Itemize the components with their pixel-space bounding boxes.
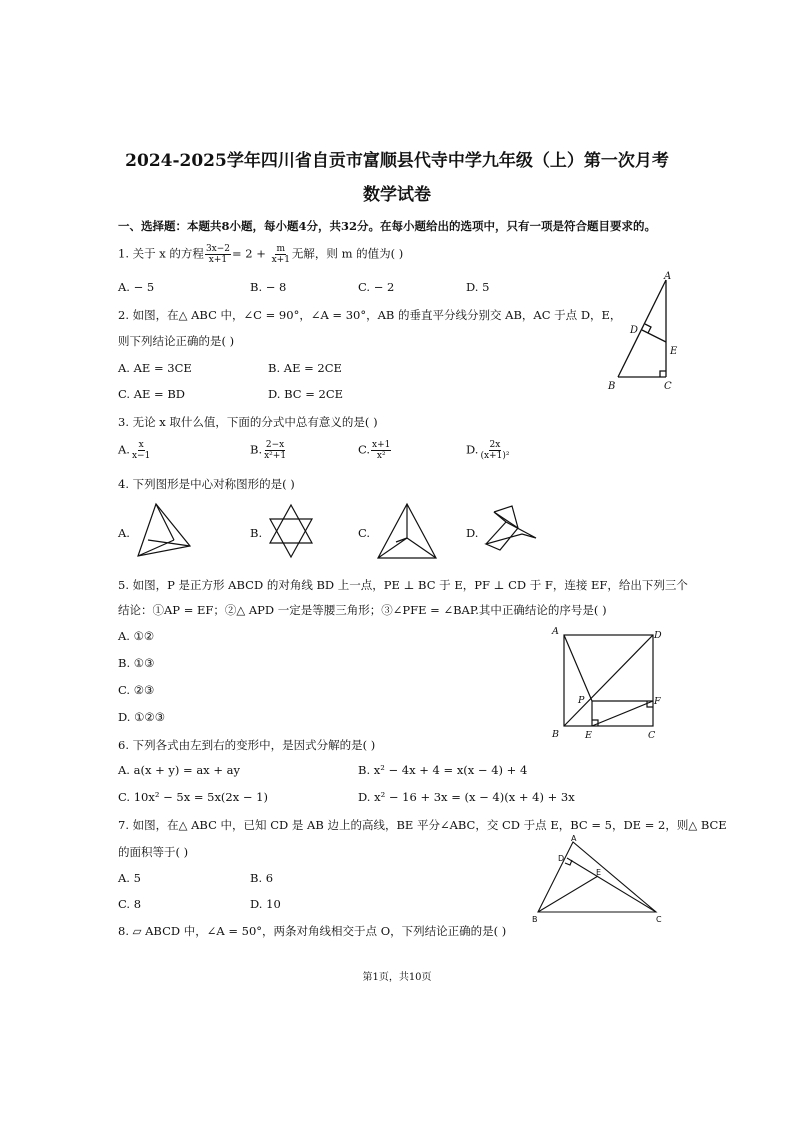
label-a: A — [571, 834, 577, 843]
q3-option-b: B. $\frac{2-x}{\text{x²+1}}$ — [250, 440, 287, 461]
q5-option-c: C. ②③ — [118, 683, 155, 697]
q1-option-d: D. 5 — [466, 280, 490, 294]
q2-figure — [600, 270, 700, 395]
question-5-stem-cont: 结论：①AP = EF；②△ APD 一定是等腰三角形；③∠PFE = ∠BAP.其中正确结论的序号是( ) — [118, 603, 607, 617]
q4-option-a: A. — [118, 526, 130, 540]
question-4-stem: 4. 下列图形是中心对称图形的是( ) — [118, 477, 295, 491]
q2-option-b: B. AE = 2CE — [268, 361, 342, 375]
label-b: B — [532, 915, 538, 924]
q5-figure — [548, 622, 668, 744]
q4-figure-a — [134, 500, 194, 562]
q7-option-c: C. 8 — [118, 897, 142, 911]
q1-option-a: A. − 5 — [118, 280, 155, 294]
q2-option-d: D. BC = 2CE — [268, 387, 344, 401]
q5-option-b: B. ①③ — [118, 656, 155, 670]
label-c: C — [648, 730, 656, 741]
q7-figure — [528, 834, 668, 926]
q2-option-c: C. AE = BD — [118, 387, 186, 401]
fraction: $\frac{m}{x+1}$ — [271, 244, 290, 265]
q4-figure-c — [374, 500, 440, 562]
question-5-stem: 5. 如图，P 是正方形 ABCD 的对角线 BD 上一点，PE ⊥ BC 于 E，PF ⊥ CD 于 F，连接 EF，给出下列三个 — [118, 578, 688, 592]
q3-option-d: D. $\frac{2x}{\text{(x+1)²}}$ — [466, 440, 510, 461]
q4-figure-d — [482, 500, 540, 558]
q4-option-c: C. — [358, 526, 371, 540]
q1-option-b: B. − 8 — [250, 280, 287, 294]
q4-option-d: D. — [466, 526, 479, 540]
label-d: D — [630, 325, 639, 336]
q2-option-a: A. AE = 3CE — [118, 361, 192, 375]
q3-option-a: A. $\frac{x}{x-1}$ — [118, 440, 151, 461]
question-3-stem: 3. 无论 x 取什么值，下面的分式中总有意义的是( ) — [118, 415, 378, 429]
label-c: C — [656, 915, 662, 924]
q5-option-a: A. ①② — [118, 629, 155, 643]
label-a: A — [664, 271, 672, 282]
label-f: F — [654, 696, 661, 707]
label-a: A — [552, 626, 559, 637]
question-6-stem: 6. 下列各式由左到右的变形中，是因式分解的是( ) — [118, 738, 376, 752]
label-b: B — [552, 729, 559, 740]
q6-option-b: B. x² − 4x + 4 = x(x − 4) + 4 — [358, 763, 528, 777]
question-2-stem-cont: 则下列结论正确的是( ) — [118, 334, 235, 348]
label-d: D — [558, 854, 565, 863]
q7-option-a: A. 5 — [118, 871, 141, 885]
q4-option-b: B. — [250, 526, 263, 540]
label-e: E — [585, 730, 592, 741]
label-d: D — [654, 630, 662, 641]
fraction: $\frac{3x-2}{x+1}$ — [205, 244, 231, 265]
q7-option-d: D. 10 — [250, 897, 281, 911]
q1-option-c: C. − 2 — [358, 280, 395, 294]
label-p: P — [578, 695, 585, 706]
q3-option-c: C. $\frac{x+1}{\text{x²}}$ — [358, 440, 391, 461]
question-1-stem: 1. 关于 x 的方程 $\frac{3x-2}{x+1}$ = 2 + $\frac{m}{x+1}$ 无解，则 m 的值为( ) — [118, 244, 404, 265]
question-2-stem: 2. 如图，在△ ABC 中，∠C = 90°，∠A = 30°，AB 的垂直平分线分别交 AB，AC 于点 D，E， — [118, 308, 622, 322]
section-header: 一、选择题：本题共8小题，每小题4分，共32分。在每小题给出的选项中，只有一项是符合题目要求的。 — [118, 219, 657, 233]
label-b: B — [608, 381, 616, 392]
q4-figure-b — [266, 502, 316, 560]
q6-option-d: D. x² − 16 + 3x = (x − 4)(x + 4) + 3x — [358, 790, 575, 804]
page-footer: 第1页，共10页 — [362, 972, 432, 983]
q6-option-c: C. 10x² − 5x = 5x(2x − 1) — [118, 790, 268, 804]
question-7-stem-cont: 的面积等于( ) — [118, 845, 189, 859]
label-e: E — [670, 346, 678, 357]
question-7-stem: 7. 如图，在△ ABC 中，已知 CD 是 AB 边上的高线，BE 平分∠ABC，交 CD 于点 E，BC = 5，DE = 2，则△ BCE — [118, 818, 727, 832]
label-c: C — [664, 381, 672, 392]
q6-option-a: A. a(x + y) = ax + ay — [118, 763, 240, 777]
question-8-stem: 8. ▱ ABCD 中，∠A = 50°，两条对角线相交于点 O，下列结论正确的是( ) — [118, 924, 507, 938]
q7-option-b: B. 6 — [250, 871, 274, 885]
page-subtitle: 数学试卷 — [363, 185, 431, 205]
q5-option-d: D. ①②③ — [118, 710, 166, 724]
label-e: E — [596, 868, 602, 877]
page-title: 2024-2025学年四川省自贡市富顺县代寺中学九年级（上）第一次月考 — [125, 151, 669, 171]
